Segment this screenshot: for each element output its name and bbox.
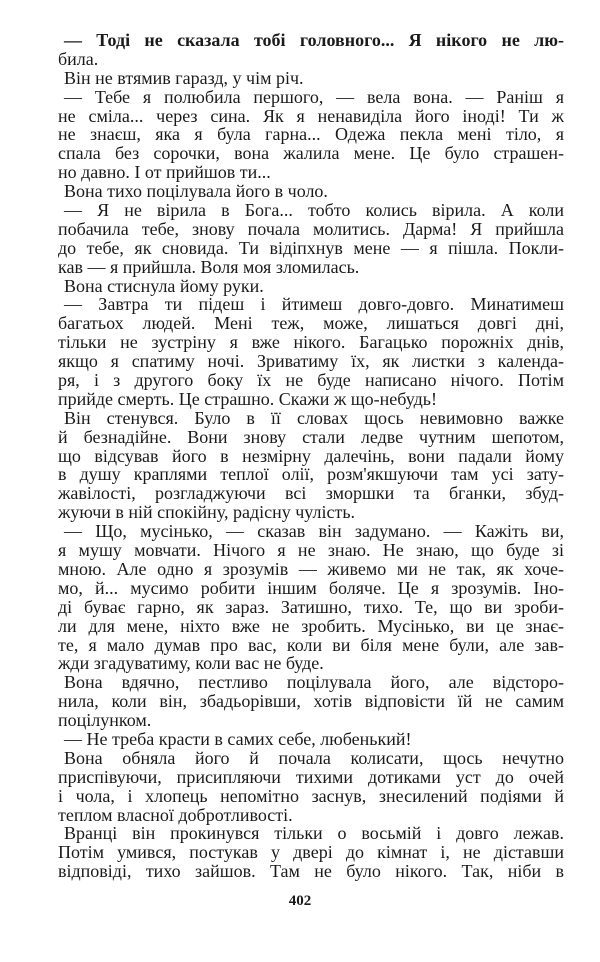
text-line: Вона вдячно, пестливо поцілувала його, але відсторо- bbox=[64, 672, 564, 693]
text-line: Вона стиснула йому руки. bbox=[64, 275, 264, 296]
text-line: — Не треба красти в самих себе, любенький! bbox=[64, 728, 412, 749]
text-line: ли для мене, ніхто вже не зробить. Мусінько, ви це знає- bbox=[58, 615, 564, 636]
text-line: Вона обняла його й почала колисати, щось нечутно bbox=[64, 747, 564, 768]
text-line: побачила тебе, знову почала молитись. Дарма! Я прийшла bbox=[58, 218, 564, 239]
paragraph bbox=[58, 295, 564, 408]
paragraph bbox=[58, 522, 564, 673]
paragraph bbox=[58, 31, 564, 69]
text-line: до тебе, як сновида. Ти відіпхнув мене — я пішла. Покли- bbox=[58, 237, 564, 258]
text-line: спала без сорочки, вона жалила мене. Це було страшен- bbox=[58, 143, 564, 164]
paragraph bbox=[58, 673, 564, 730]
paragraph bbox=[58, 69, 564, 88]
text-line: Потім умився, постукав у двері до кімнат і, не діставши bbox=[58, 842, 564, 863]
paragraph bbox=[58, 824, 564, 881]
text-line: якщо я спатиму ночі. Зриватиму їх, як листки з календа- bbox=[58, 351, 564, 372]
paragraph bbox=[58, 409, 564, 522]
text-line: прийде смерть. Це страшно. Скажи ж що-небудь! bbox=[58, 388, 437, 409]
text-line: Вона тихо поцілувала його в чоло. bbox=[64, 181, 328, 202]
text-line: — Тоді не сказала тобі головного... Я нікого не лю- bbox=[64, 30, 564, 50]
text-line: в душу краплями теплої олії, розм'якшуючи там усі зату- bbox=[58, 464, 564, 485]
text-line: те, я мало думав про вас, коли ви біля мене були, але зав- bbox=[58, 634, 564, 655]
text-line: тільки не зустріну я вже нікого. Багацько порожніх днів, bbox=[58, 332, 564, 353]
paragraph bbox=[58, 749, 564, 825]
text-line: відповіді, тихо зайшов. Там не було нікого. Так, ніби в bbox=[58, 861, 564, 882]
text-line: ді буває гарно, як зараз. Затишно, тихо. Те, що ви зроби- bbox=[58, 596, 564, 617]
text-line: но давно. І от прийшов ти... bbox=[58, 162, 271, 183]
page-number: 402 bbox=[288, 893, 312, 909]
text-line: теплом власної добротливості. bbox=[58, 804, 293, 825]
text-line: жавілості, розгладжуючи всі зморшки та бганки, збуд- bbox=[58, 483, 564, 504]
text-line: що відсував його в незмірну далечінь, вони падали йому bbox=[58, 445, 564, 466]
text-line: била. bbox=[58, 48, 99, 69]
text-line: нила, коли він, збадьорівши, хотів відповісти їй не самим bbox=[58, 691, 564, 712]
text-line: мо, й... мусимо робити іншим боляче. Це я зрозумів. Іно- bbox=[58, 577, 564, 598]
text-line: — Тебе я полюбила першого, — вела вона. — Раніш я bbox=[64, 86, 564, 107]
paragraph bbox=[58, 182, 564, 201]
text-line: й безнадійне. Вони знову стали ледве чутним шепотом, bbox=[58, 426, 564, 447]
text-line: — Завтра ти підеш і йтимеш довго-довго. Минатимеш bbox=[64, 294, 564, 315]
text-line: кав — я прийшла. Воля моя зломилась. bbox=[58, 256, 360, 277]
text-line: — Що, мусінько, — сказав він задумано. — Кажіть ви, bbox=[64, 521, 564, 542]
paragraph bbox=[58, 201, 564, 277]
text-line: ря, і з другого боку їх не буде написано нічого. Потім bbox=[58, 370, 564, 391]
text-line: приспівуючи, присипляючи тихими дотиками уст до очей bbox=[58, 766, 564, 787]
text-line: мною. Але одно я зрозумів — живемо ми не так, як хоче- bbox=[58, 558, 564, 579]
paragraph bbox=[58, 88, 564, 182]
page-body-text bbox=[58, 31, 564, 881]
text-line: не сміла... через сина. Як я ненавиділа його іноді! Ти ж bbox=[58, 105, 564, 126]
text-line: — Я не вірила в Бога... тобто колись вірила. А коли bbox=[64, 200, 564, 221]
paragraph bbox=[58, 277, 564, 296]
text-line: поцілунком. bbox=[58, 710, 152, 731]
text-line: і чола, і хлопець непомітно заснув, знесилений подіями й bbox=[58, 785, 564, 806]
text-line: я мушу мовчати. Нічого я не знаю. Не знаю, що буде зі bbox=[58, 540, 564, 561]
text-line: багатьох людей. Мені теж, може, лишаться довгі дні, bbox=[58, 313, 564, 334]
text-line: жди згадуватиму, коли вас не буде. bbox=[58, 653, 324, 674]
text-line: Він не втямив гаразд, у чім річ. bbox=[64, 67, 304, 88]
text-line: Він стенувся. Було в її словах щось невимовно важке bbox=[64, 407, 564, 428]
text-line: Вранці він прокинувся тільки о восьмій і довго лежав. bbox=[64, 823, 564, 844]
paragraph bbox=[58, 730, 564, 749]
text-line: не знаєш, яка я була гарна... Одежа пекла мені тіло, я bbox=[58, 124, 564, 145]
text-line: жуючи в ній спокійну, радісну чулість. bbox=[58, 502, 356, 523]
